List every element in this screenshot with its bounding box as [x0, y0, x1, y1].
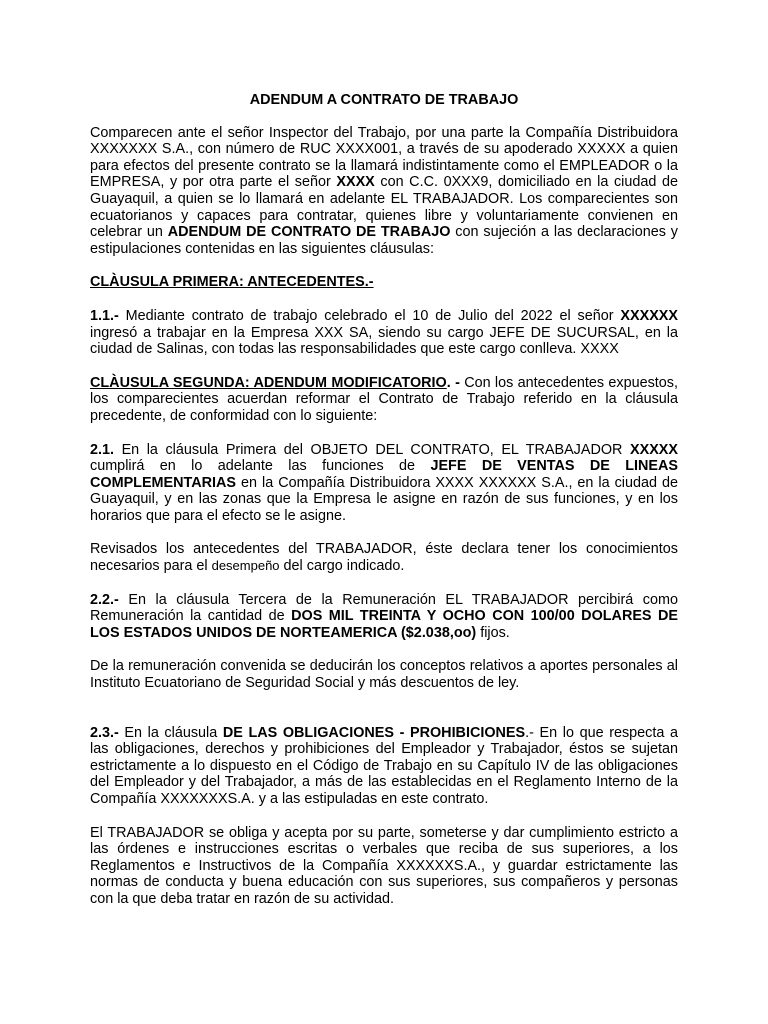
clause-2-1-position: JEFE DE VENTAS DE LINEAS COMPLEMENTARIAS	[90, 458, 679, 491]
clause-2-2-paragraph	[90, 592, 678, 642]
clause-2-1-worker-name: XXXXX	[630, 441, 678, 458]
intro-text-1: Comparecen ante el señor Inspector del Trabajo, por una parte la Compañía Distribuidora XXXXXXX S.A., con número de RUC XXXX001, a través de su apoderado XXXXX a quien para efectos del presente contrato se la llamará indistintamente como el EMPLEADOR o la EMPRESA, y por otra parte el señor	[90, 124, 678, 191]
clause-1-1-text-2: ingresó a trabajar en la Empresa XXX SA, siendo su cargo JEFE DE SUCURSAL, en la ciudad de Salinas, con todas las responsabilidades que este cargo conlleva. XXXX	[90, 324, 678, 358]
clause-2-2-salary-amount: DOS MIL TREINTA Y OCHO CON 100/00 DOLARES DE LOS ESTADOS UNIDOS DE NORTEAMERICA ($2.038,oo)	[90, 608, 678, 641]
intro-adendum-title: ADENDUM DE CONTRATO DE TRABAJO	[167, 224, 451, 241]
clause-2-heading-tail: . -	[446, 374, 460, 391]
clause-1-1-text-1: Mediante contrato de trabajo celebrado el 10 de Julio del 2022 el señor	[118, 307, 621, 324]
clause-1-heading: CLÀUSULA PRIMERA: ANTECEDENTES.-	[90, 274, 374, 291]
review-paragraph	[90, 541, 678, 574]
clause-2-2-number: 2.2.-	[90, 591, 119, 608]
clause-2-intro-text: Con los antecedentes expuestos, los comparecientes acuerdan reformar el Contrato de Trabajo referido en la cláusula precedente, de conformidad con lo siguiente:	[90, 374, 678, 424]
clause-2-1-text-1: En la cláusula Primera del OBJETO DEL CONTRATO, EL TRABAJADOR	[114, 441, 630, 458]
intro-text-2: con C.C. 0XXX9, domiciliado en la ciudad de Guayaquil, a quien se lo llamará en adelante EL TRABAJADOR. Los comparecientes son ecuatorianos y capaces para contratar, quienes libre y voluntariamente convienen en celebrar un	[90, 174, 678, 241]
clause-1-1-number: 1.1.-	[90, 307, 119, 324]
clause-1-1-worker-name: XXXXXX	[620, 307, 678, 324]
clause-2-heading: CLÀUSULA SEGUNDA: ADENDUM MODIFICATORIO	[90, 374, 447, 391]
clause-2-2-text-2: fijos.	[476, 624, 510, 641]
clause-2-3-obligations-title: DE LAS OBLIGACIONES - PROHIBICIONES	[222, 724, 526, 741]
document-title: ADENDUM A CONTRATO DE TRABAJO	[249, 92, 519, 108]
clause-2-1-number: 2.1.	[90, 441, 115, 458]
deductions-paragraph: De la remuneración convenida se deducirán los conceptos relativos a aportes personales al Instituto Ecuatoriano de Seguridad Social y más descuentos de ley.	[90, 658, 678, 692]
document-page	[90, 92, 678, 925]
clause-2-intro-paragraph	[90, 375, 678, 425]
review-text-1: Revisados los antecedentes del TRABAJADOR, éste declara tener los conocimientos necesarios para el	[90, 541, 678, 575]
clause-2-1-text-3: en la Compañía Distribuidora XXXX XXXXXX S.A., en la ciudad de Guayaquil, y en las zonas que la Empresa le asigne en razón de sus funciones, y en los horarios que para el efecto se le asigne.	[90, 474, 678, 524]
clause-2-1-text-2: cumplirá en lo adelante las funciones de	[90, 458, 431, 475]
clause-2-2-text-1: En la cláusula Tercera de la Remuneración EL TRABAJADOR percibirá como Remuneración la cantidad de	[90, 591, 678, 625]
review-small-word: desempeño	[211, 558, 280, 574]
clause-2-1-paragraph	[90, 442, 678, 525]
intro-worker-name: XXXX	[336, 174, 375, 191]
review-text-2: del cargo indicado.	[279, 558, 405, 575]
clause-2-3-number: 2.3.-	[90, 724, 119, 741]
intro-paragraph	[90, 125, 678, 258]
clause-2-3-text-2: .- En lo que respecta a las obligaciones, derechos y prohibiciones del Empleador y Trabajador, éstos se sujetan estrictamente a lo dispuesto en el Código de Trabajo en su Capítulo IV de las obligaciones del Empleador y del Trabajador, a más de las establecidas en el Reglamento Interno de la Compañía XXXXXXXS.A. y a las estipuladas en este contrato.	[90, 724, 678, 807]
obligations-paragraph: El TRABAJADOR se obliga y acepta por su parte, someterse y dar cumplimiento estricto a las órdenes e instrucciones escritas o verbales que reciba de sus superiores, a los Reglamentos e Instructivos de la Compañía XXXXXXS.A., y guardar estrictamente las normas de conducta y buena educación con sus superiores, sus compañeros y personas con la que deba tratar en razón de su actividad.	[90, 824, 678, 907]
clause-2-3-paragraph	[90, 725, 678, 808]
intro-text-3: con sujeción a las declaraciones y estipulaciones contenidas en las siguientes cláusulas:	[90, 224, 678, 257]
clause-2-3-text-1: En la cláusula	[118, 724, 223, 741]
clause-1-1-paragraph	[90, 308, 678, 358]
